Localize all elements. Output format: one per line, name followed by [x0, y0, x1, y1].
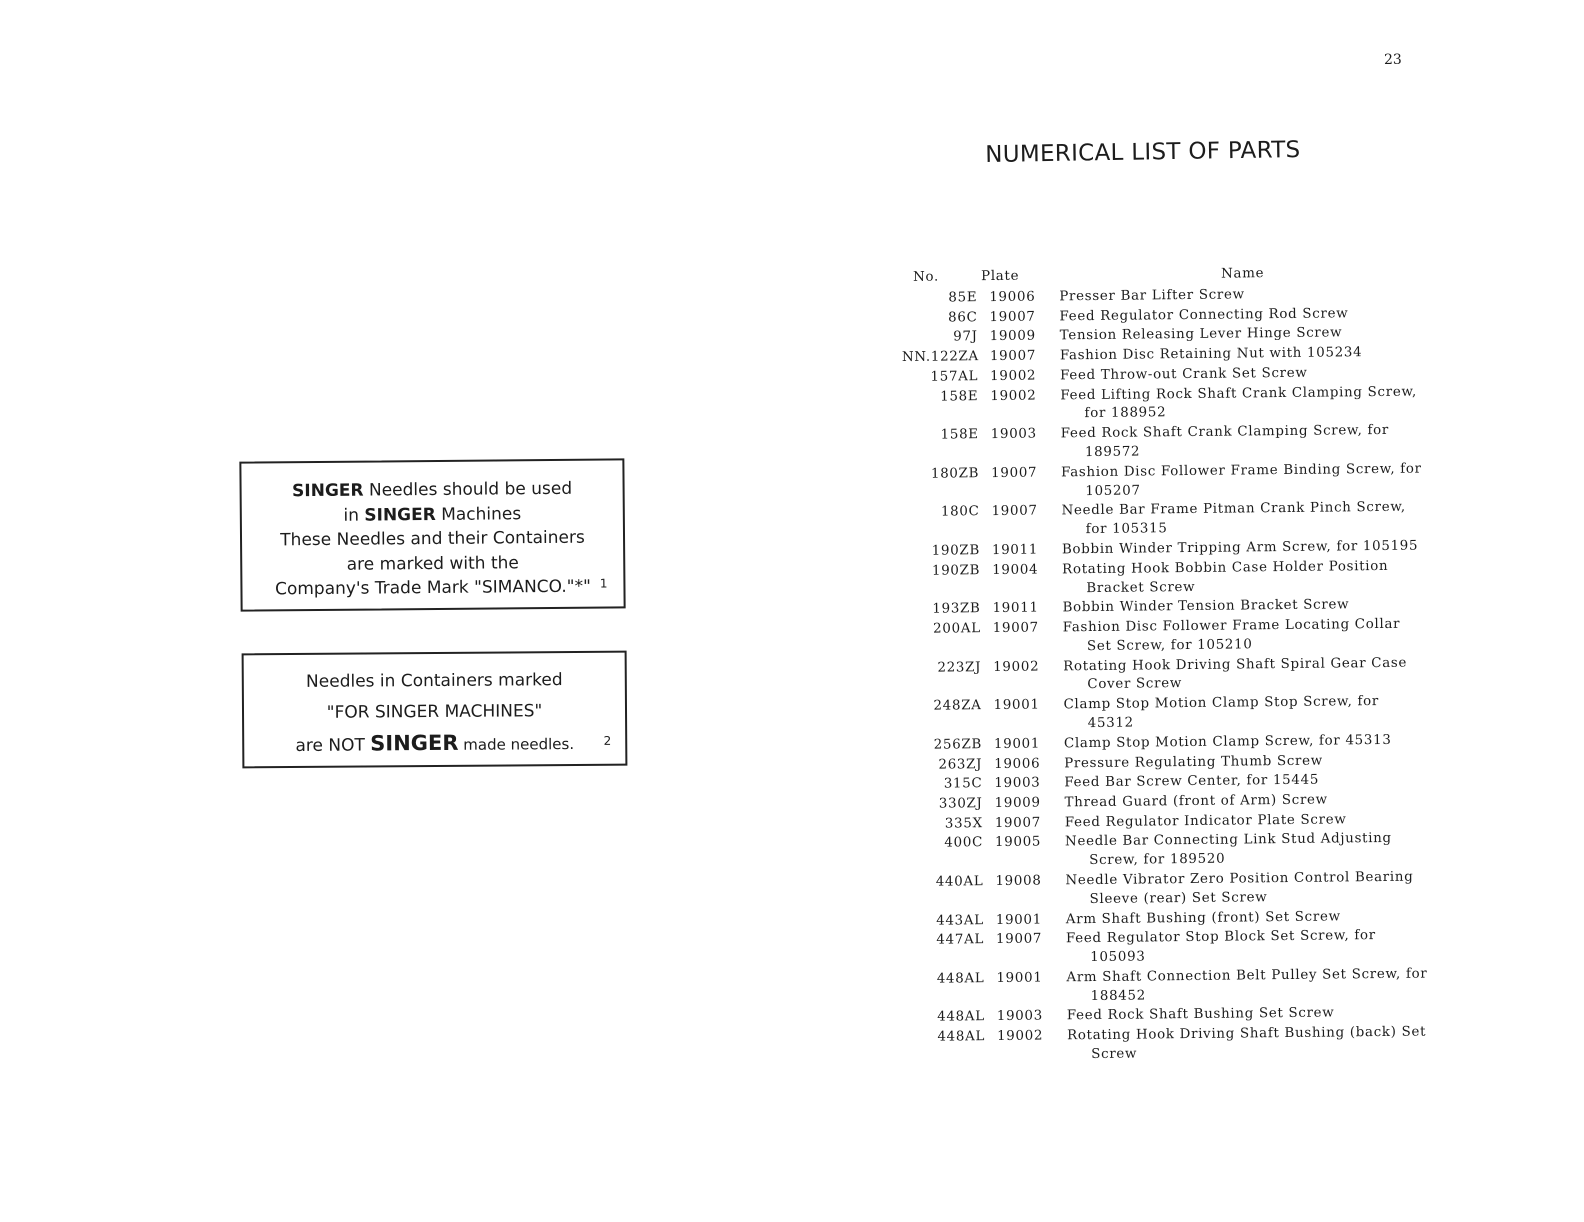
- plate-number: 19003: [990, 426, 1037, 443]
- part-number: 85E: [948, 290, 978, 306]
- part-name: Fashion Disc Retaining Nut with 105234: [1059, 345, 1363, 364]
- part-number: 193ZB: [932, 601, 981, 617]
- table-row: [907, 868, 1427, 911]
- notice-text: made needles.: [458, 735, 575, 754]
- plate-number: 19009: [989, 328, 1036, 345]
- part-number: 440AL: [935, 874, 984, 890]
- singer-brand-text: SINGER: [364, 504, 436, 526]
- part-name: Fashion Disc Follower Frame Locating Collar Set Screw, for 105210: [1062, 616, 1401, 654]
- header-no: No.: [912, 269, 940, 285]
- part-name: Bobbin Winder Tripping Arm Screw, for 105195: [1061, 538, 1419, 558]
- needle-notice-box: [239, 458, 625, 611]
- notice-line-1: Needles in Containers marked: [305, 670, 563, 692]
- notice-line-5: Company's Trade Mark "SIMANCO."*": [274, 576, 591, 600]
- part-number: 180C: [940, 504, 980, 520]
- plate-number: 19007: [991, 465, 1038, 481]
- part-number: 315C: [943, 776, 983, 792]
- plate-number: 19007: [991, 503, 1038, 520]
- plate-number: 19002: [996, 1028, 1044, 1045]
- table-row: [908, 927, 1428, 970]
- part-number: 180ZB: [930, 465, 980, 482]
- header-plate: Plate: [980, 268, 1020, 285]
- singer-brand-text: SINGER: [370, 730, 459, 756]
- part-name: Arm Shaft Connection Belt Pulley Set Screw, for 188452: [1066, 966, 1428, 1004]
- part-number: 447AL: [936, 932, 985, 948]
- plate-number: 19002: [993, 659, 1040, 675]
- part-name: Rotating Hook Driving Shaft Bushing (back) Set Screw: [1066, 1024, 1427, 1063]
- parts-table: [901, 265, 1429, 1068]
- plate-number: 19004: [992, 562, 1039, 578]
- notice-text: in: [343, 505, 365, 526]
- part-number: 223ZJ: [937, 659, 982, 676]
- part-number: 200AL: [933, 621, 981, 637]
- plate-number: 19011: [992, 600, 1039, 617]
- page-title: NUMERICAL LIST OF PARTS: [985, 137, 1301, 168]
- notice-line-2: [242, 501, 623, 529]
- part-name: Feed Bar Screw Center, for 15445: [1064, 772, 1320, 791]
- part-number: 190ZB: [931, 562, 981, 579]
- part-number: 330ZJ: [938, 796, 983, 812]
- part-number: 256ZB: [933, 736, 983, 753]
- part-name: Arm Shaft Bushing (front) Set Screw: [1065, 908, 1341, 927]
- plate-number: 19007: [995, 931, 1043, 948]
- table-row: [905, 654, 1425, 697]
- plate-number: 19011: [991, 542, 1039, 559]
- notice-line-4: are marked with the: [346, 552, 519, 575]
- notice-line-1: [242, 476, 623, 504]
- part-name: Fashion Disc Follower Frame Binding Screw, for 105207: [1061, 461, 1422, 499]
- part-name: Pressure Regulating Thumb Screw: [1064, 753, 1323, 771]
- plate-number: 19007: [989, 348, 1037, 365]
- plate-number: 19001: [993, 736, 1041, 752]
- part-number: 86C: [948, 309, 978, 326]
- part-number: 157AL: [930, 369, 979, 385]
- part-name: Needle Bar Connecting Link Stud Adjusting Screw, for 189520: [1064, 831, 1392, 869]
- part-name: Thread Guard (front of Arm) Screw: [1064, 792, 1328, 811]
- part-name: Rotating Hook Bobbin Case Holder Position Bracket Screw: [1062, 558, 1389, 596]
- table-row: [903, 460, 1423, 503]
- part-name: Needle Bar Frame Pitman Crank Pinch Screw, for 105315: [1061, 500, 1406, 538]
- part-number: 158E: [940, 388, 979, 405]
- table-row: [904, 557, 1424, 600]
- part-number: 448AL: [936, 971, 985, 987]
- notice-text: Needles should be used: [363, 478, 573, 501]
- part-name: Feed Regulator Stop Block Set Screw, for 105093: [1065, 928, 1376, 966]
- table-row: [905, 616, 1425, 659]
- plate-number: 19001: [993, 697, 1040, 714]
- notice-line-2: "FOR SINGER MACHINES": [326, 701, 543, 723]
- part-number: 448AL: [937, 1009, 985, 1026]
- singer-brand-text: SINGER: [292, 480, 364, 502]
- part-name: Clamp Stop Motion Clamp Screw, for 45313: [1063, 732, 1392, 752]
- notice-line-3: These Needles and their Containers: [280, 527, 585, 551]
- table-row: [909, 1024, 1429, 1067]
- plate-number: 19002: [990, 368, 1037, 384]
- part-name: Feed Rock Shaft Bushing Set Screw: [1066, 1005, 1335, 1024]
- page-number: 23: [1384, 52, 1402, 68]
- notice-line-3: [244, 727, 625, 763]
- plate-number: 19003: [996, 1009, 1044, 1025]
- table-row: [908, 965, 1428, 1008]
- part-name: Feed Rock Shaft Crank Clamping Screw, for 189572: [1060, 423, 1390, 461]
- plate-number: 19008: [995, 873, 1042, 889]
- part-number: 335X: [944, 815, 983, 832]
- part-name: Presser Bar Lifter Screw: [1059, 287, 1245, 305]
- plate-number: 19007: [994, 815, 1041, 831]
- plate-number: 19006: [994, 756, 1041, 772]
- part-number: 443AL: [936, 912, 984, 929]
- part-name: Clamp Stop Motion Clamp Stop Screw, for 45312: [1063, 694, 1380, 732]
- part-name: Bobbin Winder Tension Bracket Screw: [1062, 597, 1350, 616]
- part-number: 400C: [944, 835, 984, 851]
- box-number: 1: [599, 576, 608, 591]
- table-row: [907, 830, 1427, 873]
- part-name: Feed Regulator Connecting Rod Screw: [1059, 306, 1349, 325]
- plate-number: 19001: [995, 912, 1042, 928]
- table-row: [902, 383, 1422, 426]
- table-row: [903, 422, 1423, 465]
- part-number: 158E: [940, 427, 979, 443]
- plate-number: 19006: [989, 289, 1036, 306]
- part-name: Feed Throw-out Crank Set Screw: [1060, 365, 1308, 384]
- notice-text: are NOT: [295, 735, 371, 756]
- part-number: 190ZB: [931, 543, 981, 559]
- plate-number: 19002: [990, 388, 1037, 404]
- table-row: [903, 499, 1423, 542]
- plate-number: 19003: [994, 775, 1041, 792]
- plate-number: 19005: [994, 834, 1042, 851]
- box-number: 2: [603, 733, 612, 748]
- part-number: 248ZA: [933, 698, 982, 714]
- plate-number: 19007: [989, 309, 1036, 325]
- plate-number: 19007: [992, 620, 1039, 637]
- not-singer-notice-box: [242, 651, 628, 769]
- part-name: Tension Releasing Lever Hinge Screw: [1059, 325, 1343, 344]
- part-name: Rotating Hook Driving Shaft Spiral Gear Case Cover Screw: [1063, 655, 1408, 693]
- notice-text: Machines: [435, 503, 522, 525]
- part-name: Needle Vibrator Zero Position Control Bearing Sleeve (rear) Set Screw: [1065, 869, 1414, 907]
- part-number: 448AL: [937, 1029, 986, 1045]
- table-body: [901, 285, 1429, 1067]
- plate-number: 19009: [994, 795, 1041, 811]
- part-name: Feed Regulator Indicator Plate Screw: [1064, 811, 1347, 830]
- part-number: 97J: [953, 329, 978, 345]
- part-number: NN.122ZA: [901, 349, 979, 366]
- header-name: Name: [1220, 266, 1265, 282]
- part-number: 263ZJ: [938, 756, 983, 773]
- plate-number: 19001: [996, 970, 1043, 986]
- part-name: Feed Lifting Rock Shaft Crank Clamping Screw, for 188952: [1060, 384, 1418, 422]
- table-row: [905, 693, 1425, 736]
